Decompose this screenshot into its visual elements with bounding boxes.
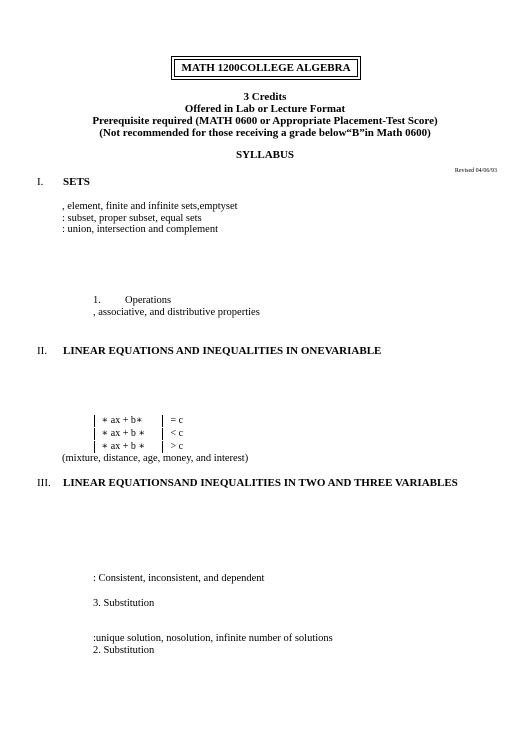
abs-bar-left: [94, 441, 95, 453]
properties-line: , associative, and distributive properties: [93, 307, 260, 318]
abs-bar-right: [162, 428, 163, 440]
substitution-item-3: 3. Substitution: [93, 598, 155, 609]
section-1-line-2: : subset, proper subset, equal sets: [62, 213, 202, 224]
solutions-line: :unique solution, nosolution, infinite number of solutions: [93, 633, 333, 644]
abs-value-row: [94, 415, 183, 427]
abs-expr: ∗ ax + b ∗: [101, 441, 146, 453]
revised-date: Revised 04/06/93: [454, 168, 497, 174]
abs-bar-left: [94, 428, 95, 440]
section-1-numeral: I.: [37, 176, 44, 188]
syllabus-heading: SYLLABUS: [235, 149, 295, 161]
abs-value-row: [94, 441, 183, 453]
section-3-title: LINEAR EQUATIONSAND INEQUALITIES IN TWO AND THREE VARIABLES: [63, 477, 458, 489]
section-2-numeral: II.: [37, 345, 48, 357]
format: Offered in Lab or Lecture Format: [184, 103, 346, 115]
applications-line: (mixture, distance, age, money, and interest): [62, 453, 249, 464]
recommendation: (Not recommended for those receiving a grade below“B”in Math 0600): [99, 127, 431, 139]
section-1-line-3: : union, intersection and complement: [62, 224, 219, 235]
operations-label: Operations: [125, 295, 172, 306]
substitution-item-2: 2. Substitution: [93, 645, 155, 656]
abs-bar-right: [162, 415, 163, 427]
course-title-box: [171, 56, 361, 80]
prerequisite: Prerequisite required (MATH 0600 or Appropriate Placement-Test Score): [92, 115, 438, 127]
abs-expr: ∗ ax + b∗: [101, 415, 143, 427]
consistency-line: : Consistent, inconsistent, and dependent: [93, 573, 265, 584]
section-2-title: LINEAR EQUATIONS AND INEQUALITIES IN ONEVARIABLE: [63, 345, 382, 357]
section-1-line-1: , element, finite and infinite sets,emptyset: [62, 201, 238, 212]
abs-relation: = c: [170, 415, 184, 427]
course-title: MATH 1200COLLEGE ALGEBRA: [174, 59, 358, 77]
abs-expr: ∗ ax + b ∗: [101, 428, 146, 440]
abs-bar-left: [94, 415, 95, 427]
section-3-numeral: III.: [37, 477, 51, 489]
abs-bar-right: [162, 441, 163, 453]
section-1-title: SETS: [63, 176, 90, 188]
abs-value-row: [94, 428, 183, 440]
operations-number: 1.: [93, 295, 101, 306]
abs-relation: > c: [170, 441, 184, 453]
abs-relation: < c: [170, 428, 184, 440]
credits: 3 Credits: [243, 91, 287, 103]
